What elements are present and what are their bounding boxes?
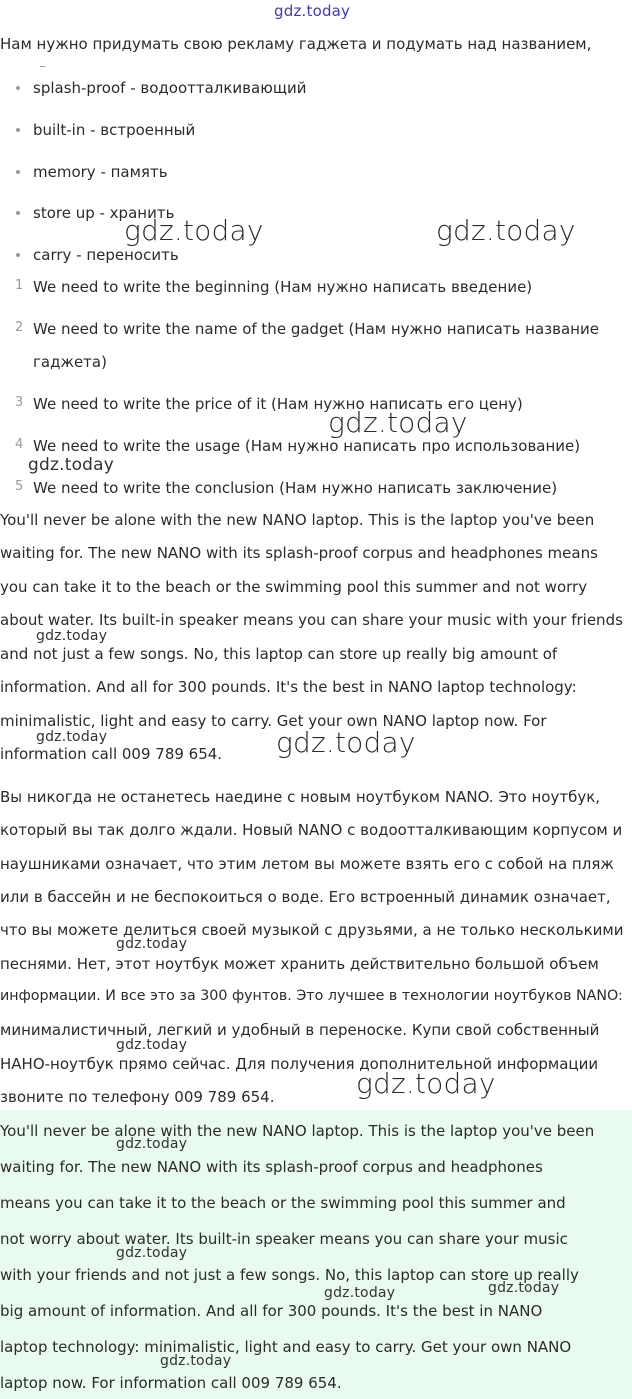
watermark: gdz.today bbox=[160, 1353, 232, 1369]
bullet-icon bbox=[16, 211, 20, 215]
paragraph-line: means you can take it to the beach or the swimming pool this summer and bbox=[0, 1194, 566, 1212]
paragraph-line: with your friends and not just a few songs. No, this laptop can store up really bbox=[0, 1266, 579, 1284]
watermark: gdz.today bbox=[328, 406, 468, 439]
watermark: gdz.today bbox=[124, 214, 264, 247]
paragraph-line: или в бассейн и не беспокоиться о воде. Его встроенный динамик означает, bbox=[0, 888, 611, 906]
paragraph-line: звоните по телефону 009 789 654. bbox=[0, 1088, 275, 1106]
paragraph-line: about water. Its built-in speaker means you can share your music with your friends bbox=[0, 611, 623, 629]
paragraph-line: and not just a few songs. No, this laptop can store up really big amount of bbox=[0, 645, 558, 663]
watermark: gdz.today bbox=[116, 1037, 188, 1053]
paragraph-line: waiting for. The new NANO with its splash-proof corpus and headphones bbox=[0, 1158, 543, 1176]
bullet-icon bbox=[16, 128, 20, 132]
paragraph-line: НАНО-ноутбук прямо сейчас. Для получения дополнительной информации bbox=[0, 1055, 599, 1073]
paragraph-line: you can take it to the beach or the swimming pool this summer and not worry bbox=[0, 578, 588, 596]
watermark: gdz.today bbox=[36, 729, 108, 745]
paragraph-line: песнями. Нет, этот ноутбук может хранить действительно большой объем bbox=[0, 955, 599, 973]
paragraph-line: наушниками означает, что этим летом вы можете взять его с собой на пляж bbox=[0, 855, 614, 873]
bullet-icon bbox=[16, 253, 20, 257]
paragraph-line: информации. И все это за 300 фунтов. Это лучшее в технологии ноутбуков NANO: bbox=[0, 988, 623, 1004]
watermark: gdz.today bbox=[356, 1067, 496, 1100]
watermark: gdz.today bbox=[276, 726, 416, 759]
paragraph-line: You'll never be alone with the new NANO laptop. This is the laptop you've been bbox=[0, 1122, 595, 1140]
watermark: gdz.today bbox=[488, 1280, 560, 1296]
paragraph-line: Вы никогда не останетесь наедине с новым ноутбуком NANO. Это ноутбук, bbox=[0, 788, 601, 806]
paragraph-line: waiting for. The new NANO with its splash-proof corpus and headphones means bbox=[0, 544, 598, 562]
watermark-top: gdz.today bbox=[274, 2, 351, 20]
watermark: gdz.today bbox=[28, 455, 115, 475]
paragraph-line: laptop now. For information call 009 789 654. bbox=[0, 1374, 342, 1392]
paragraph-line: который вы так долго ждали. Новый NANO с водоотталкивающим корпусом и bbox=[0, 821, 623, 839]
watermark: gdz.today bbox=[36, 628, 108, 644]
bullet-icon bbox=[16, 86, 20, 90]
watermark: gdz.today bbox=[116, 936, 188, 952]
paragraph-line: You'll never be alone with the new NANO laptop. This is the laptop you've been bbox=[0, 511, 595, 529]
paragraph-line: что вы можете делиться своей музыкой с друзьями, а не только несколькими bbox=[0, 921, 624, 939]
paragraph-line: минималистичный, легкий и удобный в переноске. Купи свой собственный bbox=[0, 1021, 600, 1039]
paragraph-line: information. And all for 300 pounds. It's the best in NANO laptop technology: bbox=[0, 678, 577, 696]
intro-text: Нам нужно придумать свою рекламу гаджета и подумать над названием, bbox=[0, 35, 592, 53]
small-dash bbox=[40, 66, 45, 67]
watermark: gdz.today bbox=[116, 1245, 188, 1261]
watermark: gdz.today bbox=[436, 214, 576, 247]
watermark: gdz.today bbox=[116, 1136, 188, 1152]
paragraph-line: minimalistic, light and easy to carry. Get your own NANO laptop now. For bbox=[0, 712, 547, 730]
paragraph-line: information call 009 789 654. bbox=[0, 745, 223, 763]
paragraph-line: laptop technology: minimalistic, light and easy to carry. Get your own NANO bbox=[0, 1338, 572, 1356]
bullet-icon bbox=[16, 170, 20, 174]
watermark: gdz.today bbox=[324, 1285, 396, 1301]
paragraph-line: big amount of information. And all for 300 pounds. It's the best in NANO bbox=[0, 1302, 543, 1320]
paragraph-line: not worry about water. Its built-in speaker means you can share your music bbox=[0, 1230, 568, 1248]
